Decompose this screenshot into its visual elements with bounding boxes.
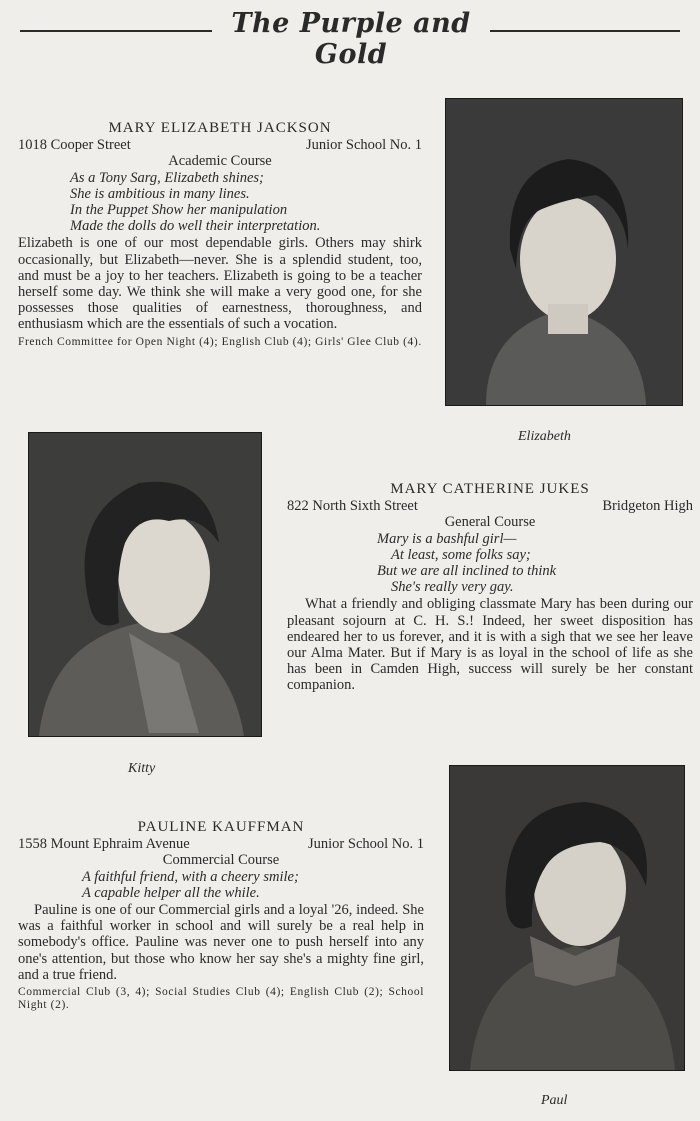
- poem-line: A faithful friend, with a cheery smile;: [82, 868, 299, 885]
- address-line: [18, 137, 422, 153]
- student-address: 822 North Sixth Street: [287, 498, 418, 515]
- student-name: MARY ELIZABETH JACKSON: [108, 120, 332, 136]
- poem-line: But we are all inclined to think: [377, 563, 557, 580]
- student-address: 1558 Mount Ephraim Avenue: [18, 836, 190, 853]
- poem-line: She is ambitious in many lines.: [70, 185, 250, 202]
- address-line: [287, 498, 693, 514]
- student-address: 1018 Cooper Street: [18, 137, 131, 154]
- poem: [18, 170, 422, 235]
- portrait-photo-jackson: [445, 98, 683, 406]
- student-entry-kauffman: [18, 819, 424, 1011]
- portrait-jukes-image: [29, 433, 261, 736]
- poem: [287, 531, 693, 596]
- portrait-photo-jukes: [28, 432, 262, 737]
- poem-line: She's really very gay.: [391, 579, 514, 596]
- poem-line: In the Puppet Show her manipulation: [70, 202, 288, 219]
- portrait-kauffman-image: [450, 766, 684, 1070]
- biography: Elizabeth is one of our most dependable girls. Others may shirk occasionally, but Elizabeth—never. She is a splendid student, too, and must be a joy to her teachers. Elizabeth is going to be a teacher herself some day. We think she will make a very good one, for she possesses those qualities of earnestness, thoroughness, and enthusiasm which are the essentials of such a vocation.: [18, 235, 422, 333]
- previous-school: Bridgeton High: [602, 498, 693, 515]
- page-header: [20, 8, 680, 70]
- portrait-photo-kauffman: [449, 765, 685, 1071]
- biography: Pauline is one of our Commercial girls and a loyal '26, indeed. She was a faithful worker in school and will surely be a real help in somebody's office. Pauline was never one to push herself into any one's attention, but those who know her say she's a mighty fine girl, and a true friend.: [18, 902, 424, 983]
- page-title: The Purple and Gold: [231, 8, 471, 70]
- poem: [18, 869, 424, 901]
- student-name: PAULINE KAUFFMAN: [137, 819, 305, 835]
- student-name: MARY CATHERINE JUKES: [390, 481, 590, 497]
- poem-line: As a Tony Sarg, Elizabeth shines;: [70, 169, 264, 186]
- address-line: [18, 836, 424, 852]
- nickname-caption: Elizabeth: [518, 429, 571, 444]
- course: General Course: [444, 514, 536, 531]
- activities: French Committee for Open Night (4); English Club (4); Girls' Glee Club (4).: [18, 335, 422, 348]
- poem-line: Mary is a bashful girl—: [377, 530, 517, 547]
- poem-line: A capable helper all the while.: [82, 884, 260, 901]
- header-rule-right: [490, 30, 680, 32]
- nickname-caption: Paul: [541, 1093, 568, 1108]
- poem-line: At least, some folks say;: [391, 546, 531, 563]
- biography: What a friendly and obliging classmate Mary has been during our pleasant sojourn at C. H. S.! Indeed, her sweet disposition has endeared her to us forever, and it is with a sigh that we see her leave our Alma Mater. But if Mary is as loyal in the school of life as she has been in Camden High, success will surely be her constant companion.: [287, 596, 693, 694]
- portrait-jackson-image: [446, 99, 682, 405]
- student-entry-jackson: [18, 120, 422, 348]
- nickname-caption: Kitty: [128, 761, 156, 776]
- header-rule-left: [20, 30, 212, 32]
- student-entry-jukes: [287, 481, 693, 694]
- course: Commercial Course: [162, 852, 280, 869]
- previous-school: Junior School No. 1: [308, 836, 424, 853]
- previous-school: Junior School No. 1: [306, 137, 422, 154]
- course: Academic Course: [168, 153, 272, 170]
- poem-line: Made the dolls do well their interpretation.: [70, 218, 321, 235]
- activities: Commercial Club (3, 4); Social Studies Club (4); English Club (2); School Night (2).: [18, 986, 424, 1011]
